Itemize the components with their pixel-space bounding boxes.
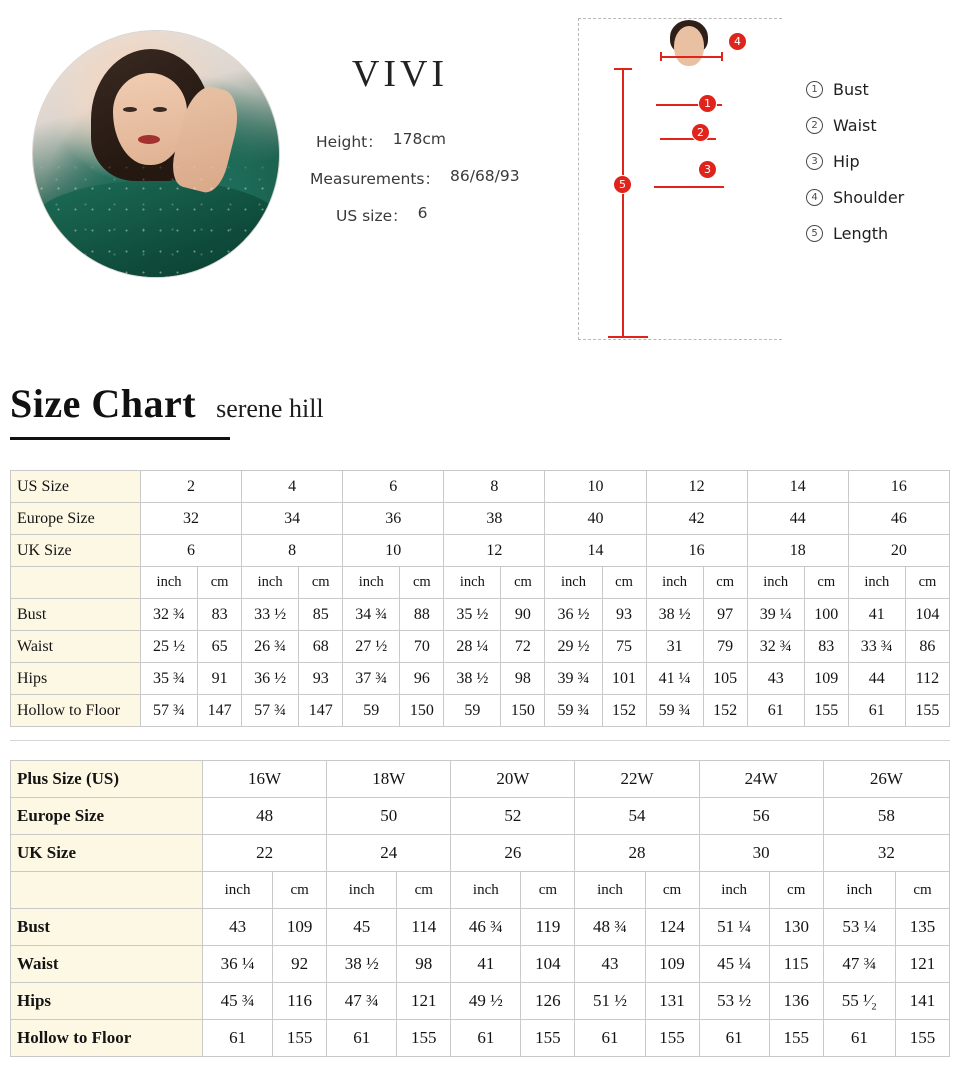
table-cell: 136 [769, 983, 823, 1020]
table-cell: 98 [397, 946, 451, 983]
table-cell: 50 [327, 798, 451, 835]
table-cell: 70 [400, 631, 444, 663]
table-cell: 45 ¾ [203, 983, 273, 1020]
table-cell: cm [501, 567, 545, 599]
table-row-header: UK Size [11, 835, 203, 872]
table-cell: 155 [645, 1020, 699, 1057]
legend-num-4-icon: 4 [806, 189, 823, 206]
table-cell: cm [895, 872, 949, 909]
measurement-figure [588, 10, 788, 345]
table-row [11, 663, 950, 695]
legend-label-hip: Hip [833, 152, 860, 171]
table-cell: 92 [273, 946, 327, 983]
table-cell: cm [521, 872, 575, 909]
table-row-header: Waist [11, 946, 203, 983]
table-row-header: Hollow to Floor [11, 1020, 203, 1057]
table-cell: 36 ¼ [203, 946, 273, 983]
table-cell: 12 [646, 471, 747, 503]
table-cell: 86 [905, 631, 949, 663]
page-title-main: Size Chart [10, 381, 197, 426]
legend-label-bust: Bust [833, 80, 869, 99]
table-cell: inch [343, 567, 400, 599]
table-cell: 96 [400, 663, 444, 695]
table-cell: 83 [198, 599, 242, 631]
table-cell: 85 [299, 599, 343, 631]
table-cell: 75 [602, 631, 646, 663]
table-cell: inch [242, 567, 299, 599]
table-cell: 141 [895, 983, 949, 1020]
badge-3-hip: 3 [698, 160, 717, 179]
table-cell: 57 ¾ [242, 695, 299, 727]
table-cell: 33 ¾ [848, 631, 905, 663]
table-row-header: US Size [11, 471, 141, 503]
badge-1-bust: 1 [698, 94, 717, 113]
table-cell: 46 [848, 503, 949, 535]
table-cell: inch [141, 567, 198, 599]
table-cell: 41 [451, 946, 521, 983]
table-cell: 14 [545, 535, 646, 567]
table-cell: cm [602, 567, 646, 599]
table-cell: 22 [203, 835, 327, 872]
table-row [11, 503, 950, 535]
table-cell: 40 [545, 503, 646, 535]
table-cell: 12 [444, 535, 545, 567]
table-cell: 43 [747, 663, 804, 695]
table-cell: 39 ¼ [747, 599, 804, 631]
table-cell: inch [451, 872, 521, 909]
table-cell: cm [198, 567, 242, 599]
table-cell: 16 [646, 535, 747, 567]
table-row [11, 599, 950, 631]
table-cell: 121 [397, 983, 451, 1020]
title-underline [10, 437, 230, 440]
table-cell: 61 [747, 695, 804, 727]
table-cell: 61 [575, 1020, 645, 1057]
table-cell: 131 [645, 983, 699, 1020]
table-cell: 105 [703, 663, 747, 695]
model-info-block [310, 52, 580, 241]
length-cap-top [614, 68, 632, 70]
table-cell: 61 [848, 695, 905, 727]
spec-label-us-size: US size： [336, 207, 408, 225]
table-row-header: Hips [11, 983, 203, 1020]
table-cell: 119 [521, 909, 575, 946]
legend-num-1-icon: 1 [806, 81, 823, 98]
table-cell: 6 [343, 471, 444, 503]
table-cell: 61 [451, 1020, 521, 1057]
table-row [11, 946, 950, 983]
legend-num-3-icon: 3 [806, 153, 823, 170]
model-spec-list [310, 130, 580, 226]
table-cell: 33 ½ [242, 599, 299, 631]
table-cell: 32 [823, 835, 949, 872]
length-measure-line [622, 68, 624, 336]
spec-value-height: 178cm [392, 130, 446, 148]
legend-label-waist: Waist [833, 116, 877, 135]
table-cell: 155 [397, 1020, 451, 1057]
table-cell: 10 [343, 535, 444, 567]
table-cell: 8 [444, 471, 545, 503]
table-cell: 65 [198, 631, 242, 663]
table-cell: 100 [804, 599, 848, 631]
table-cell: 93 [299, 663, 343, 695]
table-cell: cm [400, 567, 444, 599]
table-cell: 47 ¾ [823, 946, 895, 983]
table-cell: cm [397, 872, 451, 909]
table-row [11, 471, 950, 503]
table-cell: 6 [141, 535, 242, 567]
table-row [11, 695, 950, 727]
model-portrait-photo [32, 30, 280, 278]
table-cell: 61 [327, 1020, 397, 1057]
badge-2-waist: 2 [691, 123, 710, 142]
table-cell: 35 ½ [444, 599, 501, 631]
table-cell: 112 [905, 663, 949, 695]
standard-size-table [10, 470, 950, 727]
table-cell: 52 [451, 798, 575, 835]
table-cell: 51 ¼ [699, 909, 769, 946]
table-cell: 155 [769, 1020, 823, 1057]
table-cell: 24 [327, 835, 451, 872]
table-cell: 41 [848, 599, 905, 631]
legend-num-5-icon: 5 [806, 225, 823, 242]
badge-5-length: 5 [613, 175, 632, 194]
table-cell: 2 [141, 471, 242, 503]
badge-4-shoulder: 4 [728, 32, 747, 51]
table-row [11, 835, 950, 872]
table-row [11, 535, 950, 567]
table-cell: 155 [273, 1020, 327, 1057]
table-cell: 44 [747, 503, 848, 535]
table-cell: 44 [848, 663, 905, 695]
table-cell: 155 [895, 1020, 949, 1057]
table-row-header [11, 872, 203, 909]
plus-size-table [10, 760, 950, 1057]
table-row-header: Hips [11, 663, 141, 695]
legend-item-length [806, 224, 904, 243]
table-cell: 155 [804, 695, 848, 727]
legend-num-2-icon: 2 [806, 117, 823, 134]
table-row [11, 798, 950, 835]
table-cell: inch [646, 567, 703, 599]
table-cell: 147 [198, 695, 242, 727]
table-cell: 32 [141, 503, 242, 535]
table-cell: 53 ¼ [823, 909, 895, 946]
table-cell: 26 [451, 835, 575, 872]
table-cell: 61 [823, 1020, 895, 1057]
table-cell: 57 ¾ [141, 695, 198, 727]
table-cell: 72 [501, 631, 545, 663]
spec-value-measurements: 86/68/93 [450, 167, 520, 185]
table-cell: 68 [299, 631, 343, 663]
shoulder-measure-line [660, 56, 722, 58]
table-cell: 54 [575, 798, 699, 835]
table-cell: 35 ¾ [141, 663, 198, 695]
table-cell: 115 [769, 946, 823, 983]
legend-label-shoulder: Shoulder [833, 188, 905, 207]
table-cell: 20 [848, 535, 949, 567]
page-title [0, 380, 960, 427]
table-cell: 26 ¾ [242, 631, 299, 663]
page-title-sub: serene hill [216, 394, 324, 423]
table-cell: 28 ¼ [444, 631, 501, 663]
table-cell: 39 ¾ [545, 663, 602, 695]
table-cell: 53 ½ [699, 983, 769, 1020]
table-cell: 104 [905, 599, 949, 631]
table-cell: cm [299, 567, 343, 599]
table-cell: cm [804, 567, 848, 599]
table-cell: 90 [501, 599, 545, 631]
table-cell: inch [699, 872, 769, 909]
table-cell: 30 [699, 835, 823, 872]
legend-label-length: Length [833, 224, 889, 243]
table-cell: 42 [646, 503, 747, 535]
table-cell: 38 ½ [646, 599, 703, 631]
table-cell: 16 [848, 471, 949, 503]
table-cell: 24W [699, 761, 823, 798]
shoulder-cap-left [660, 52, 662, 61]
table-cell: 59 ¾ [646, 695, 703, 727]
table-cell: 155 [905, 695, 949, 727]
table-cell: 10 [545, 471, 646, 503]
table-cell: 4 [242, 471, 343, 503]
table-cell: 109 [804, 663, 848, 695]
table-cell: 59 [343, 695, 400, 727]
table-cell: 58 [823, 798, 949, 835]
legend-item-bust [806, 80, 904, 99]
table-cell: 34 [242, 503, 343, 535]
table-cell: 79 [703, 631, 747, 663]
table-divider [10, 740, 950, 741]
spec-row-us-size [310, 204, 580, 226]
table-row-units [11, 567, 950, 599]
table-cell: 130 [769, 909, 823, 946]
table-cell: 22W [575, 761, 699, 798]
table-cell: 109 [273, 909, 327, 946]
table-cell: 41 ¼ [646, 663, 703, 695]
table-cell: 46 ¾ [451, 909, 521, 946]
table-cell: 43 [203, 909, 273, 946]
table-cell: inch [444, 567, 501, 599]
table-cell: 97 [703, 599, 747, 631]
brand-name: VIVI [351, 53, 449, 95]
table-cell: 114 [397, 909, 451, 946]
legend-item-hip [806, 152, 904, 171]
table-cell: cm [645, 872, 699, 909]
spec-label-measurements: Measurements： [310, 170, 440, 188]
table-cell: 93 [602, 599, 646, 631]
table-cell: 36 ½ [545, 599, 602, 631]
table-cell: 59 ¾ [545, 695, 602, 727]
table-cell: 98 [501, 663, 545, 695]
table-cell: 36 [343, 503, 444, 535]
table-cell: 135 [895, 909, 949, 946]
table-cell: 147 [299, 695, 343, 727]
table-cell: inch [545, 567, 602, 599]
table-row-header [11, 567, 141, 599]
table-cell: 18 [747, 535, 848, 567]
table-cell: 43 [575, 946, 645, 983]
spec-row-measurements [310, 167, 580, 189]
table-cell: inch [203, 872, 273, 909]
table-row-header: Bust [11, 909, 203, 946]
table-cell: inch [747, 567, 804, 599]
table-cell: 45 ¼ [699, 946, 769, 983]
table-cell: cm [703, 567, 747, 599]
table-cell: inch [327, 872, 397, 909]
table-cell: 28 [575, 835, 699, 872]
table-cell: 48 ¾ [575, 909, 645, 946]
table-cell: 25 ½ [141, 631, 198, 663]
table-cell: 51 ½ [575, 983, 645, 1020]
table-cell: 29 ½ [545, 631, 602, 663]
figure-head [674, 26, 704, 66]
table-row-header: Europe Size [11, 503, 141, 535]
table-cell: inch [575, 872, 645, 909]
table-cell: 37 ¾ [343, 663, 400, 695]
photo-sparkle-overlay [33, 31, 279, 277]
table-cell: 20W [451, 761, 575, 798]
measurement-legend [806, 80, 904, 260]
table-cell: 56 [699, 798, 823, 835]
length-cap-bottom [608, 336, 648, 338]
table-cell: 155 [521, 1020, 575, 1057]
table-cell: 34 ¾ [343, 599, 400, 631]
table-row-header: Plus Size (US) [11, 761, 203, 798]
table-cell: 91 [198, 663, 242, 695]
table-cell: 48 [203, 798, 327, 835]
table-cell: 8 [242, 535, 343, 567]
table-cell: 83 [804, 631, 848, 663]
table-row [11, 909, 950, 946]
header-section [0, 0, 960, 355]
table-row [11, 1020, 950, 1057]
table-cell: 88 [400, 599, 444, 631]
table-row-units [11, 872, 950, 909]
table-cell: 31 [646, 631, 703, 663]
table-cell: 32 ¾ [141, 599, 198, 631]
table-cell: 38 [444, 503, 545, 535]
table-cell: 49 ½ [451, 983, 521, 1020]
spec-row-height [310, 130, 580, 152]
table-cell: 16W [203, 761, 327, 798]
table-cell: 150 [400, 695, 444, 727]
table-cell: cm [769, 872, 823, 909]
table-cell: 36 ½ [242, 663, 299, 695]
table-row-header: Europe Size [11, 798, 203, 835]
table-cell: 116 [273, 983, 327, 1020]
table-cell: 47 ¾ [327, 983, 397, 1020]
table-cell: cm [273, 872, 327, 909]
table-cell: 38 ½ [444, 663, 501, 695]
table-cell: 126 [521, 983, 575, 1020]
table-cell: cm [905, 567, 949, 599]
table-cell: 59 [444, 695, 501, 727]
table-row-header: Hollow to Floor [11, 695, 141, 727]
shoulder-cap-right [721, 52, 723, 61]
legend-item-shoulder [806, 188, 904, 207]
table-cell: 121 [895, 946, 949, 983]
table-cell: 109 [645, 946, 699, 983]
table-cell: 55 ¹⁄₂ [823, 983, 895, 1020]
table-row [11, 761, 950, 798]
table-cell: 32 ¾ [747, 631, 804, 663]
table-cell: 101 [602, 663, 646, 695]
table-row [11, 631, 950, 663]
table-cell: 45 [327, 909, 397, 946]
table-cell: 150 [501, 695, 545, 727]
table-cell: 61 [203, 1020, 273, 1057]
table-cell: 38 ½ [327, 946, 397, 983]
table-cell: 14 [747, 471, 848, 503]
table-row-header: UK Size [11, 535, 141, 567]
table-cell: 26W [823, 761, 949, 798]
table-cell: 152 [703, 695, 747, 727]
table-row-header: Waist [11, 631, 141, 663]
table-cell: 104 [521, 946, 575, 983]
table-row [11, 983, 950, 1020]
spec-value-us-size: 6 [417, 204, 428, 222]
table-cell: 18W [327, 761, 451, 798]
table-cell: inch [848, 567, 905, 599]
table-cell: 124 [645, 909, 699, 946]
table-cell: inch [823, 872, 895, 909]
hip-measure-line [654, 186, 724, 188]
legend-item-waist [806, 116, 904, 135]
table-cell: 27 ½ [343, 631, 400, 663]
spec-label-height: Height： [316, 133, 383, 151]
table-cell: 61 [699, 1020, 769, 1057]
table-cell: 152 [602, 695, 646, 727]
table-row-header: Bust [11, 599, 141, 631]
